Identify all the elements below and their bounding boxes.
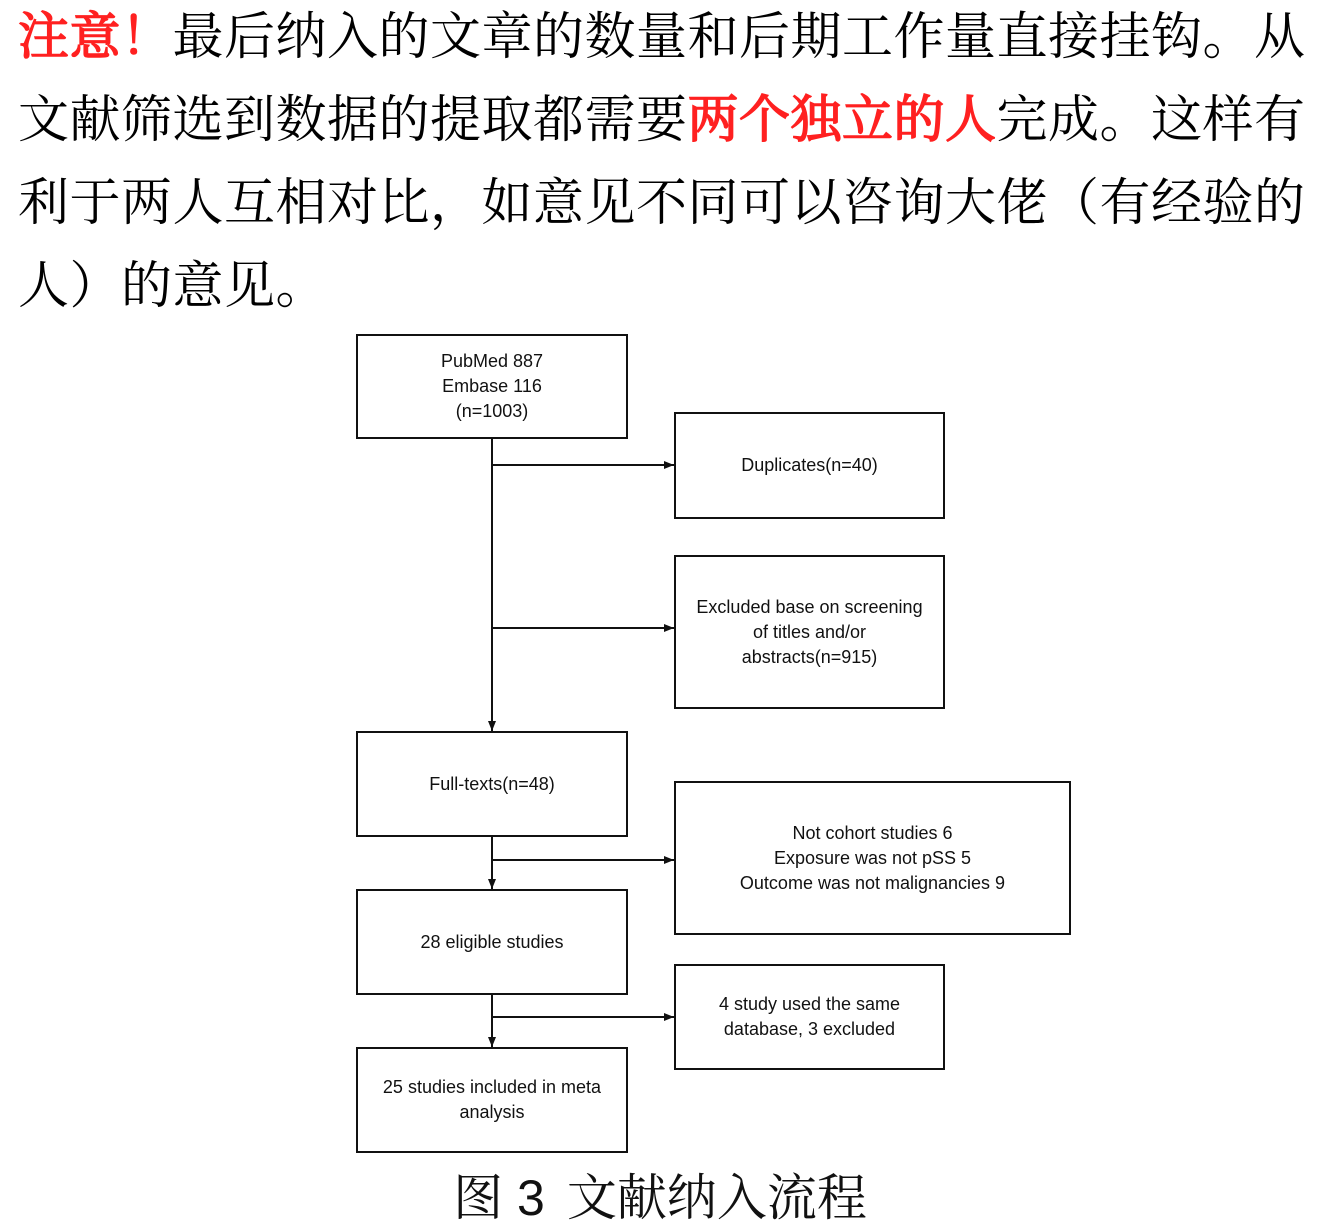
note-line-2-text-before: 文献筛选到数据的提取都需要 — [18, 91, 688, 150]
note-line-1 — [18, 0, 1306, 79]
box-duplicates-line-1: Duplicates(n=40) — [741, 455, 878, 475]
note-paragraph — [18, 0, 1318, 330]
box-full-text-exclusions-line-3: Outcome was not malignancies 9 — [739, 872, 1006, 893]
note-line-2-text-after: 完成。这样有 — [996, 91, 1306, 150]
box-full-text-exclusions-line-1: Not cohort studies 6 — [792, 822, 953, 843]
box-excluded-screening — [674, 555, 945, 709]
box-full-text-exclusions-line-2: Exposure was not pSS 5 — [773, 847, 972, 868]
box-identification-line-1: PubMed 887 — [440, 351, 544, 371]
box-same-database — [674, 964, 945, 1070]
note-emphasis-two-independent-people: 两个独立的人 — [687, 91, 997, 150]
box-excluded-screening-line-1: Excluded base on screening — [696, 596, 923, 617]
box-full-texts — [356, 731, 628, 837]
box-included-studies — [356, 1047, 628, 1153]
box-full-texts-line-1: Full-texts(n=48) — [429, 773, 555, 794]
note-line-4 — [18, 245, 327, 328]
figure-caption — [0, 1172, 1320, 1224]
box-excluded-screening-line-2: of titles and/or — [752, 621, 867, 642]
box-same-database-line-2: database, 3 excluded — [723, 1019, 896, 1039]
box-eligible-studies — [356, 889, 628, 995]
box-eligible-studies-line-1: 28 eligible studies — [420, 931, 564, 952]
box-duplicates — [674, 412, 945, 519]
box-excluded-screening-line-3: abstracts(n=915) — [741, 646, 878, 667]
box-included-studies-line-1: 25 studies included in meta — [382, 1077, 602, 1097]
note-line-2 — [18, 79, 1306, 162]
note-label: 注意！ — [18, 8, 173, 67]
note-line-1-text: 最后纳入的文章的数量和后期工作量直接挂钩。从 — [172, 8, 1306, 67]
box-full-text-exclusions — [674, 781, 1071, 935]
box-identification — [356, 334, 628, 439]
note-line-3-text: 利于两人互相对比，如意见不同可以咨询大佬（有经验的 — [18, 174, 1306, 233]
box-included-studies-line-2: analysis — [459, 1102, 525, 1122]
box-identification-line-3: (n=1003) — [455, 401, 529, 421]
figure-label: 图 3 — [453, 1170, 545, 1226]
note-line-4-text: 人）的意见。 — [18, 257, 328, 316]
figure-title: 文献纳入流程 — [566, 1170, 867, 1226]
box-identification-line-2: Embase 116 — [442, 376, 542, 396]
box-same-database-line-1: 4 study used the same — [718, 994, 901, 1014]
note-line-3 — [18, 162, 1306, 245]
